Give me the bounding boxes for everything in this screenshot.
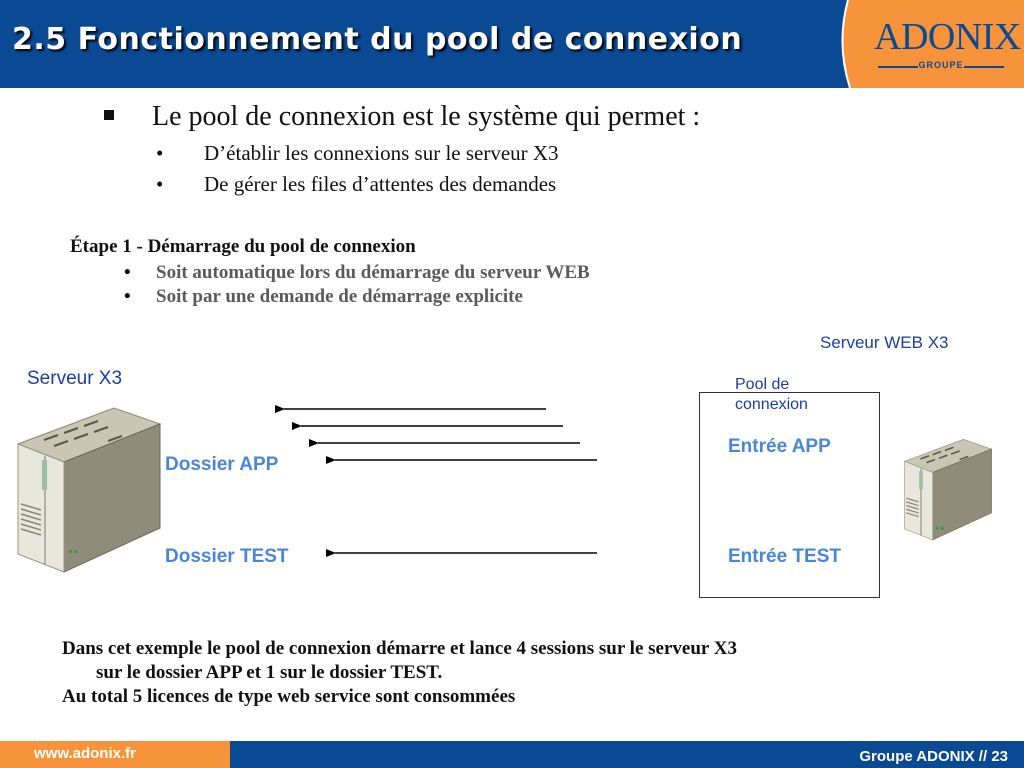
conclusion-line: Au total 5 licences de type web service sont consommées	[62, 686, 516, 707]
slide-header	[0, 0, 1024, 88]
step-item-text: Soit par une demande de démarrage explicite	[156, 286, 523, 307]
conclusion-line: sur le dossier APP et 1 sur le dossier TEST.	[96, 662, 443, 683]
intro-bullet-text: Le pool de connexion est le système qui permet :	[152, 101, 701, 132]
web-server-icon	[902, 424, 994, 554]
logo-text: ADONIX	[874, 16, 1021, 58]
step-title: Étape 1 - Démarrage du pool de connexion	[70, 236, 416, 257]
folder-test-label: Dossier TEST	[165, 546, 289, 567]
intro-item-text: De gérer les files d’attentes des demandes	[204, 172, 557, 196]
entry-test-label: Entrée TEST	[728, 546, 841, 567]
bullet-dot-icon: •	[124, 286, 131, 307]
bullet-dot-icon: •	[124, 262, 131, 283]
pool-label: Pool de connexion	[735, 376, 808, 413]
conclusion-line: Dans cet exemple le pool de connexion démarre et lance 4 sessions sur le serveur X3	[62, 638, 737, 659]
footer-url-link[interactable]: www.adonix.fr	[34, 745, 136, 762]
adonix-logo	[874, 16, 1021, 74]
web-server-label: Serveur WEB X3	[820, 333, 949, 352]
x3-server-label: Serveur X3	[27, 368, 123, 389]
slide-title: 2.5 Fonctionnement du pool de connexion	[12, 22, 743, 57]
footer-page-info: Groupe ADONIX // 23	[859, 748, 1008, 765]
entry-app-label: Entrée APP	[728, 436, 831, 457]
intro-item-text: D’établir les connexions sur le serveur X3	[204, 141, 559, 165]
conclusion-text	[62, 637, 737, 709]
bullet-dot-icon: •	[156, 172, 164, 196]
header-curve	[828, 0, 868, 88]
logo-subtitle: GROUPE	[874, 60, 1008, 74]
square-bullet-icon	[104, 110, 114, 120]
step-item-text: Soit automatique lors du démarrage du serveur WEB	[156, 262, 590, 283]
folder-app-label: Dossier APP	[165, 454, 279, 475]
x3-server-icon	[14, 404, 164, 574]
bullet-dot-icon: •	[156, 141, 164, 165]
